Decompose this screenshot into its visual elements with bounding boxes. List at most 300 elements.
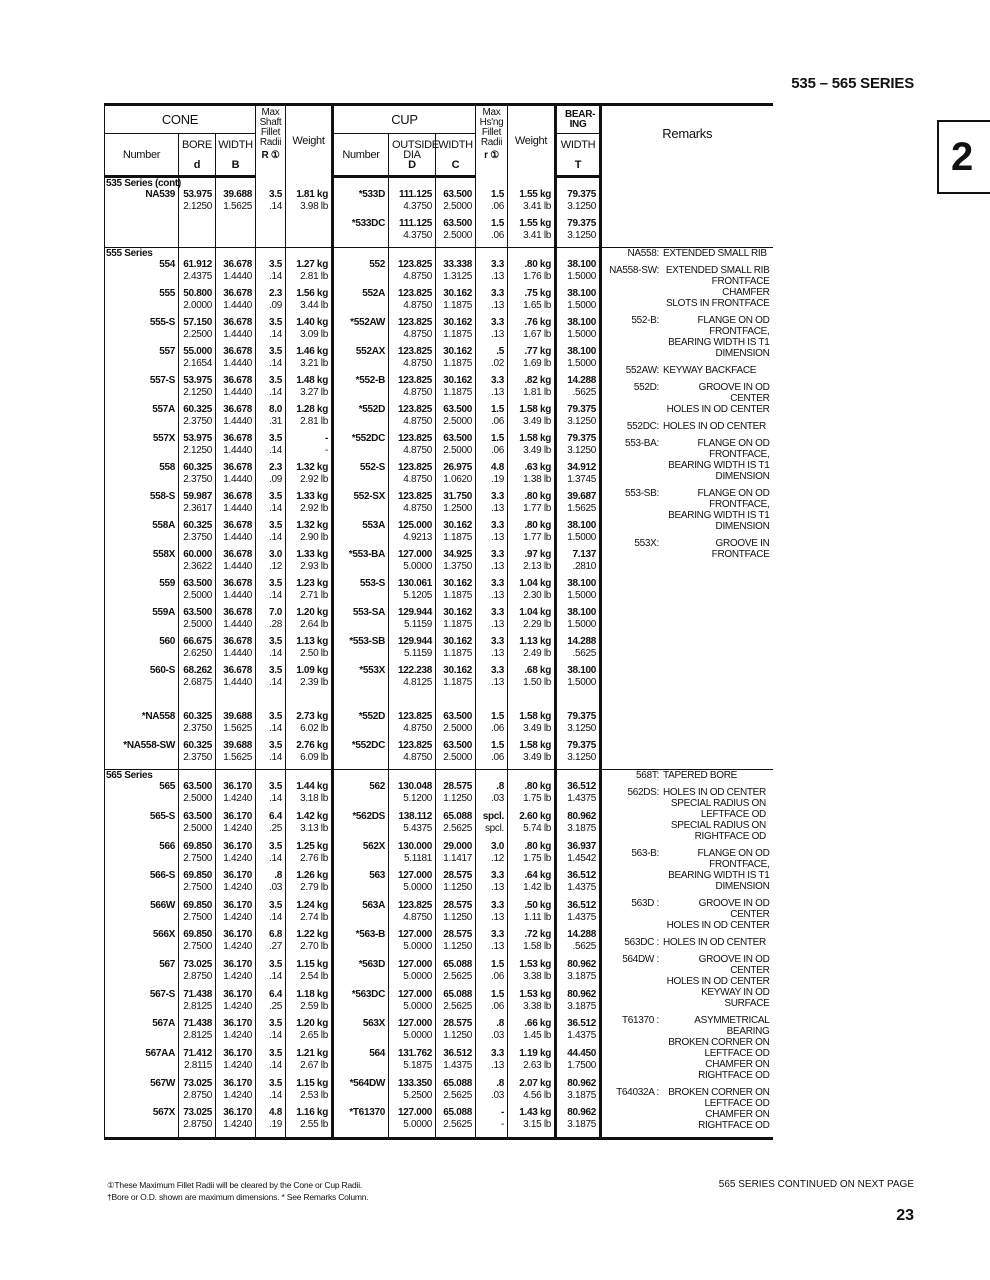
remark-line: HOLES IN OD CENTER	[663, 421, 766, 432]
value-primary: 39.688	[223, 740, 252, 751]
value-primary: 1.81 kg	[296, 189, 328, 200]
cone-width	[216, 740, 256, 770]
shaft-fillet-radius	[256, 259, 286, 288]
value-primary: 3.5	[268, 317, 282, 328]
cup-header: CUP	[333, 105, 476, 134]
cup-width	[436, 781, 476, 811]
cup-outside-dia	[389, 989, 436, 1019]
value-secondary: 2.3750	[183, 723, 212, 734]
cone-width	[216, 607, 256, 636]
value-secondary: 2.81 lb	[300, 416, 328, 427]
bearing-width	[556, 929, 601, 959]
value-primary: 3.5	[268, 346, 282, 357]
value-primary: .80 kg	[524, 840, 552, 852]
cone-number: NA539	[105, 189, 179, 218]
value-primary: 39.688	[223, 711, 252, 722]
value-primary: 3.5	[268, 433, 282, 444]
cone-width	[216, 404, 256, 433]
cone-width	[216, 259, 256, 288]
value-primary: 2.60 kg	[519, 810, 552, 822]
value-primary: 6.4	[268, 810, 282, 822]
remark-line: HOLES IN OD CENTER	[663, 787, 766, 798]
value-secondary: .14	[268, 532, 282, 543]
value-secondary: .13	[491, 271, 505, 282]
value-primary: .5	[496, 346, 505, 357]
cone-weight	[286, 989, 333, 1019]
value-secondary: 3.41 lb	[523, 201, 552, 212]
value-primary: 65.088	[443, 988, 473, 1000]
housing-fillet-radius	[476, 346, 508, 375]
value-secondary: 1.58 lb	[523, 941, 552, 953]
value-primary: 1.23 kg	[296, 578, 328, 589]
remark-entry	[605, 365, 770, 376]
value-secondary: 4.8750	[403, 752, 432, 763]
empty-cell	[216, 694, 256, 711]
cone-weight	[286, 491, 333, 520]
value-secondary: 3.49 lb	[523, 445, 552, 456]
value-primary: 1.20 kg	[296, 607, 328, 618]
cup-width	[436, 740, 476, 770]
cone-width	[216, 900, 256, 930]
value-secondary: 6.09 lb	[300, 752, 328, 763]
value-primary: 79.375	[567, 189, 597, 200]
cone-number: 555	[105, 288, 179, 317]
value-primary: 38.100	[567, 607, 597, 618]
cup-weight-header: Weight	[508, 105, 556, 177]
value-secondary: 3.13 lb	[300, 822, 328, 834]
bearing-width	[556, 433, 601, 462]
value-primary: 123.825	[397, 375, 432, 386]
cup-weight	[508, 1018, 556, 1048]
value-secondary: 1.5000	[567, 358, 597, 369]
value-secondary: 3.1875	[567, 1119, 597, 1131]
value-primary: 36.678	[223, 317, 252, 328]
cup-outside-dia	[389, 665, 436, 694]
housing-fillet-radius	[476, 578, 508, 607]
value-secondary: 1.77 lb	[523, 532, 552, 543]
cup-width	[436, 1048, 476, 1078]
cone-number	[105, 218, 179, 248]
value-secondary: .06	[491, 201, 505, 212]
value-secondary: 1.4542	[567, 852, 597, 864]
housing-fillet-radius	[476, 1078, 508, 1108]
value-secondary: 3.1875	[567, 1089, 597, 1101]
empty-cell	[476, 694, 508, 711]
value-primary: 71.438	[183, 988, 212, 1000]
value-primary: .64 kg	[524, 870, 552, 882]
cup-number: *563DC	[333, 989, 389, 1019]
value-secondary: 2.6875	[183, 677, 212, 688]
housing-fillet-radius	[476, 288, 508, 317]
value-secondary: .14	[268, 852, 282, 864]
housing-fillet-radius	[476, 711, 508, 740]
value-primary: 79.375	[567, 433, 597, 444]
empty-cell	[256, 770, 286, 782]
shaft-fillet-radius	[256, 218, 286, 248]
value-secondary: 4.8750	[403, 416, 432, 427]
value-secondary: 1.1875	[443, 329, 473, 340]
cup-weight	[508, 607, 556, 636]
remark-line: RIGHTFACE OD	[694, 831, 766, 842]
value-secondary: .14	[268, 1089, 282, 1101]
value-secondary: .14	[268, 358, 282, 369]
cone-weight	[286, 1078, 333, 1108]
shaft-fillet-radius	[256, 636, 286, 665]
value-primary: 3.3	[491, 491, 505, 502]
empty-cell	[508, 177, 556, 190]
value-secondary: 4.8750	[403, 387, 432, 398]
value-primary: 1.15 kg	[296, 959, 328, 971]
remark-line: TAPERED BORE	[663, 770, 738, 781]
value-secondary: 2.5000	[183, 590, 212, 601]
cone-bore	[179, 711, 216, 740]
value-primary: 1.09 kg	[296, 665, 328, 676]
cup-weight	[508, 1107, 556, 1138]
value-secondary: 1.4440	[223, 619, 252, 630]
value-secondary: 1.50 lb	[523, 677, 552, 688]
value-secondary: 1.0620	[443, 474, 473, 485]
remark-key: NA558:	[627, 248, 660, 259]
value-secondary: 1.4440	[223, 503, 252, 514]
cone-width	[216, 989, 256, 1019]
value-secondary: 3.27 lb	[300, 387, 328, 398]
housing-fillet-radius	[476, 1018, 508, 1048]
remark-key: 553-BA:	[624, 438, 660, 449]
remark-line: LEFTFACE OD	[704, 1098, 770, 1109]
remark-entry	[605, 1087, 770, 1131]
cup-number-header: Number	[333, 134, 389, 177]
value-secondary: .14	[268, 1030, 282, 1042]
value-secondary: 4.8750	[403, 358, 432, 369]
value-primary: 14.288	[567, 929, 597, 941]
cone-bore	[179, 1018, 216, 1048]
cone-width	[216, 870, 256, 900]
value-secondary: 1.69 lb	[523, 358, 552, 369]
value-secondary: 1.38 lb	[523, 474, 552, 485]
value-secondary: 2.1654	[183, 358, 212, 369]
value-primary: 80.962	[567, 1107, 597, 1119]
value-secondary: 1.7500	[567, 1060, 597, 1072]
cone-bore	[179, 841, 216, 871]
cup-width	[436, 929, 476, 959]
value-primary: 6.4	[268, 988, 282, 1000]
value-primary: 1.5	[491, 988, 505, 1000]
value-primary: 26.975	[443, 462, 473, 473]
cone-bore	[179, 218, 216, 248]
remark-key: 563-B:	[631, 848, 660, 859]
value-primary: 36.170	[223, 1107, 252, 1119]
cone-header: CONE	[105, 105, 256, 134]
value-secondary: 2.5000	[443, 201, 473, 212]
value-secondary: 2.8750	[183, 971, 212, 983]
value-secondary: 4.3750	[403, 230, 432, 241]
cone-weight	[286, 346, 333, 375]
remark-line: BEARING WIDTH IS T1	[668, 460, 770, 471]
value-secondary: .03	[491, 1089, 505, 1101]
remark-line: GROOVE IN FRONTFACE	[711, 538, 770, 560]
remark-entry	[605, 488, 770, 532]
cone-number: 567AA	[105, 1048, 179, 1078]
cup-number: 564	[333, 1048, 389, 1078]
value-secondary: .14	[268, 329, 282, 340]
value-secondary: 1.1875	[443, 677, 473, 688]
value-primary: 34.925	[443, 549, 473, 560]
value-primary: 3.5	[268, 1077, 282, 1089]
empty-cell	[556, 248, 601, 260]
value-secondary: 1.4240	[223, 1030, 252, 1042]
bearing-header: BEAR-ING	[556, 105, 601, 134]
cone-bore	[179, 549, 216, 578]
bearing-width	[556, 1078, 601, 1108]
bearing-width	[556, 636, 601, 665]
value-primary: 138.112	[398, 810, 432, 822]
value-secondary: 3.49 lb	[523, 416, 552, 427]
cup-outside-dia	[389, 711, 436, 740]
value-primary: 1.25 kg	[296, 840, 328, 852]
remark-entry	[605, 898, 770, 931]
value-secondary: 5.0000	[403, 1000, 432, 1012]
remark-key: NA558-SW:	[609, 265, 660, 276]
bearing-width	[556, 1107, 601, 1138]
value-secondary: 5.1875	[403, 1060, 432, 1072]
remark-line: EXTENDED SMALL RIB	[665, 265, 770, 276]
shaft-fillet-radius	[256, 578, 286, 607]
value-secondary: 1.77 lb	[523, 503, 552, 514]
value-primary: 38.100	[567, 346, 597, 357]
value-secondary: 2.92 lb	[300, 503, 328, 514]
value-secondary: .13	[491, 941, 505, 953]
value-secondary: 1.4240	[223, 1000, 252, 1012]
value-secondary: 2.64 lb	[300, 619, 328, 630]
value-secondary: 2.2500	[183, 329, 212, 340]
shaft-fillet-radius	[256, 665, 286, 694]
value-primary: 6.8	[268, 929, 282, 941]
value-secondary: 2.70 lb	[300, 941, 328, 953]
remark-line: CHAMFER ON RIGHTFACE OD	[698, 1109, 770, 1131]
value-secondary: 1.4375	[567, 793, 597, 805]
remark-line: HOLES IN OD CENTER	[666, 976, 770, 987]
empty-cell	[389, 177, 436, 190]
value-secondary: 1.5625	[223, 752, 252, 763]
value-primary: 3.3	[491, 899, 505, 911]
value-primary: 3.5	[268, 899, 282, 911]
empty-cell	[389, 248, 436, 260]
value-primary: 73.025	[183, 959, 212, 971]
bearing-width	[556, 218, 601, 248]
value-secondary: 1.5000	[567, 590, 597, 601]
cone-number: 558	[105, 462, 179, 491]
housing-fillet-radius	[476, 811, 508, 841]
value-primary: .8	[496, 1077, 505, 1089]
value-primary: 3.3	[491, 665, 505, 676]
remark-entry	[605, 770, 770, 781]
value-secondary: 1.76 lb	[523, 271, 552, 282]
value-primary: 36.512	[567, 1018, 597, 1030]
value-primary: 3.3	[491, 375, 505, 386]
value-secondary: 1.67 lb	[523, 329, 552, 340]
housing-fillet-radius	[476, 433, 508, 462]
housing-fillet-radius	[476, 841, 508, 871]
value-primary: 36.170	[223, 781, 252, 793]
value-primary: 3.3	[491, 288, 505, 299]
value-secondary: 1.4240	[223, 1119, 252, 1131]
value-secondary: 1.1875	[443, 300, 473, 311]
cone-weight	[286, 578, 333, 607]
value-primary: 30.162	[443, 520, 473, 531]
remark-entry	[605, 787, 770, 842]
remark-text	[663, 954, 770, 1009]
value-primary: 36.678	[223, 375, 252, 386]
remark-text	[663, 787, 766, 842]
cone-width	[216, 491, 256, 520]
value-primary: 129.944	[397, 636, 432, 647]
remark-text	[663, 438, 770, 482]
bearing-width	[556, 462, 601, 491]
value-primary: .80 kg	[524, 491, 552, 502]
cup-width	[436, 636, 476, 665]
value-primary: 3.3	[491, 929, 505, 941]
value-primary: 80.962	[567, 959, 597, 971]
value-primary: .76 kg	[524, 317, 552, 328]
value-secondary: 4.8750	[403, 271, 432, 282]
value-primary: 1.15 kg	[296, 1077, 328, 1089]
value-secondary: 2.1250	[183, 387, 212, 398]
value-secondary: 3.98 lb	[300, 201, 328, 212]
remark-line: GROOVE IN OD CENTER	[698, 954, 770, 976]
bearing-width	[556, 1048, 601, 1078]
bearing-width	[556, 841, 601, 871]
remark-text	[663, 937, 766, 948]
cup-number: 552A	[333, 288, 389, 317]
cup-width	[436, 711, 476, 740]
value-secondary: 3.1250	[567, 752, 597, 763]
cup-outside-dia	[389, 900, 436, 930]
value-secondary: .28	[268, 619, 282, 630]
cup-number: *552-B	[333, 375, 389, 404]
value-secondary: .13	[491, 561, 505, 572]
housing-fillet-radius	[476, 929, 508, 959]
cup-width	[436, 189, 476, 218]
value-primary: 30.162	[443, 607, 473, 618]
value-primary: 36.512	[567, 781, 597, 793]
value-primary: 53.975	[183, 433, 212, 444]
shaft-fillet-radius	[256, 375, 286, 404]
cone-weight	[286, 781, 333, 811]
cup-number: *553-BA	[333, 549, 389, 578]
value-secondary: 2.55 lb	[300, 1119, 328, 1131]
value-primary: 53.975	[183, 189, 212, 200]
value-primary: 1.58 kg	[519, 404, 552, 415]
series-header-row	[105, 177, 773, 190]
cup-number: 553-S	[333, 578, 389, 607]
shaft-fillet-radius	[256, 959, 286, 989]
cone-bore	[179, 870, 216, 900]
cup-outside-dia	[389, 636, 436, 665]
cone-width	[216, 665, 256, 694]
value-primary: 3.0	[491, 840, 505, 852]
cone-width	[216, 218, 256, 248]
housing-fillet-radius	[476, 1107, 508, 1138]
cup-outside-dia	[389, 520, 436, 549]
value-secondary: 2.0000	[183, 300, 212, 311]
remark-line: FLANGE ON OD FRONTFACE,	[697, 315, 770, 337]
value-secondary: 2.50 lb	[300, 648, 328, 659]
housing-fillet-radius	[476, 404, 508, 433]
remark-text	[663, 248, 767, 259]
remark-line: BEARING WIDTH IS T1	[668, 337, 770, 348]
cone-weight-header: Weight	[286, 105, 333, 177]
cone-bore	[179, 462, 216, 491]
value-primary: 127.000	[397, 988, 432, 1000]
value-secondary: 3.1250	[567, 723, 597, 734]
cone-bore	[179, 740, 216, 770]
value-primary: 1.13 kg	[296, 636, 328, 647]
value-primary: 63.500	[443, 189, 473, 200]
value-primary: 1.04 kg	[519, 578, 552, 589]
cup-number: *552DC	[333, 740, 389, 770]
value-primary: 1.19 kg	[519, 1048, 552, 1060]
value-secondary: .02	[491, 358, 505, 369]
value-secondary: .13	[491, 619, 505, 630]
housing-fillet-radius	[476, 1048, 508, 1078]
value-primary: 63.500	[183, 781, 212, 793]
value-secondary: 1.1250	[443, 882, 473, 894]
value-secondary: 1.65 lb	[523, 300, 552, 311]
cup-outside-dia	[389, 462, 436, 491]
cup-number: 562	[333, 781, 389, 811]
housing-fillet-radius	[476, 218, 508, 248]
cup-weight	[508, 375, 556, 404]
value-primary: 3.5	[268, 636, 282, 647]
table-body	[105, 177, 773, 1139]
housing-fillet-radius	[476, 900, 508, 930]
value-primary: 36.170	[223, 1077, 252, 1089]
remark-line: BROKEN CORNER ON	[668, 1037, 770, 1048]
value-secondary: 3.1875	[567, 822, 597, 834]
cone-width	[216, 1048, 256, 1078]
empty-cell	[333, 770, 389, 782]
empty-cell	[105, 694, 179, 711]
bearing-width-label: WIDTH	[560, 138, 596, 151]
value-primary: 60.325	[183, 404, 212, 415]
value-primary: 123.825	[397, 899, 432, 911]
value-secondary: 2.5000	[183, 793, 212, 805]
value-secondary: 2.5000	[443, 230, 473, 241]
remark-entry	[605, 1015, 770, 1081]
cup-width	[436, 404, 476, 433]
value-secondary: 2.67 lb	[300, 1060, 328, 1072]
value-primary: 36.170	[223, 810, 252, 822]
value-secondary: 1.11 lb	[523, 911, 552, 923]
remark-line: BEARING WIDTH IS T1	[668, 510, 770, 521]
remarks-header: Remarks	[601, 105, 773, 177]
cup-outside-dia	[389, 578, 436, 607]
cone-bore	[179, 665, 216, 694]
value-primary: 3.5	[268, 189, 282, 200]
value-primary: 36.170	[223, 959, 252, 971]
value-secondary: .14	[268, 271, 282, 282]
value-primary: 3.5	[268, 740, 282, 751]
value-primary: .63 kg	[524, 462, 552, 473]
empty-cell	[333, 248, 389, 260]
housing-fillet-radius	[476, 520, 508, 549]
value-primary: 1.58 kg	[519, 740, 552, 751]
value-primary: 36.170	[223, 1018, 252, 1030]
value-secondary: 1.4440	[223, 532, 252, 543]
series-label: 535 Series (cont)	[106, 178, 181, 189]
value-primary: 28.575	[443, 781, 473, 793]
value-secondary: 5.0000	[403, 882, 432, 894]
